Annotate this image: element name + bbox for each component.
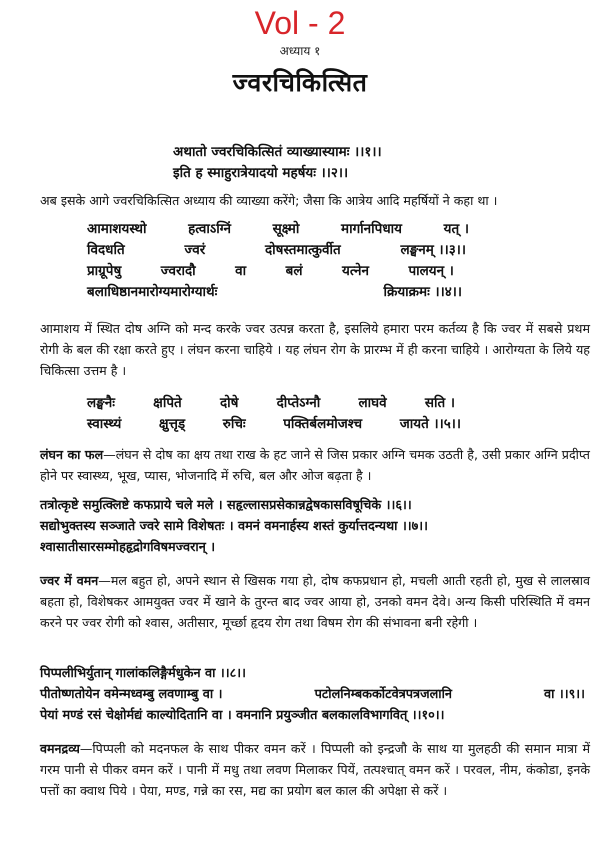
- verse-line: [87, 219, 469, 240]
- verse-word: यत्नेन: [342, 263, 369, 279]
- verse-word: बलाधिष्ठानमारोग्यमारोग्यार्थः: [87, 284, 218, 300]
- verse-segment: वा ।।९।।: [544, 687, 585, 702]
- commentary-paragraph: [40, 318, 590, 381]
- verse-line: [40, 684, 585, 705]
- commentary-paragraph: [40, 570, 590, 633]
- verse-line: [87, 393, 455, 414]
- commentary-text: —पिप्पली को मदनफल के साथ पीकर वमन करें । पिप्पली को इन्द्रजौ के साथ या मुलहठी की समान मात्रा में गरम पानी से पीकर वमन करें । पानी में मधु तथा लवण मिलाकर पियें, तत्पश्चात् वमन करें । परवल, नीम, कंकोडा, इनके पत्तों का क्वाथ पिये । पेया, मण्ड, गन्ने का रस, मद्य का प्रयोग बल काल की अपेक्षा से करें ।: [40, 741, 590, 798]
- verse-word: दोषस्तमात्कुर्वीत: [265, 242, 341, 258]
- verse-line: [87, 261, 454, 282]
- verse-word: यत् ।: [443, 221, 469, 237]
- verse-line: इति ह स्माहुरात्रेयादयो महर्षयः ।।२।।: [173, 165, 349, 181]
- verse-word: हत्वाऽग्निं: [188, 221, 231, 237]
- verse-word: सति ।: [424, 395, 455, 411]
- commentary-paragraph: [40, 190, 590, 211]
- volume-label: Vol - 2: [254, 5, 346, 41]
- commentary-text: —मल बहुत हो, अपने स्थान से खिसक गया हो, दोष कफप्रधान हो, मचली आती रहती हो, मुख से लालस्राव बहता हो, विशेषकर आमयुक्त ज्वर में खाने के तुरन्त बाद ज्वर आया हो, उनको वमन देवे। अन्य किसी परिस्थिति में वमन करने पर ज्वर रोगी को श्वास, अतीसार, मूर्च्छा हृदय रोग तथा विषम रोग की संभावना बनी रहेगी ।: [40, 573, 590, 630]
- verse-word: वा: [235, 263, 247, 279]
- verse-word: पालयन् ।: [408, 263, 454, 279]
- verse-word: आमाशयस्थो: [87, 221, 147, 237]
- commentary-heading: वमनद्रव्य: [40, 741, 80, 756]
- verse-line: अथातो ज्वरचिकित्सितं व्याख्यास्यामः ।।१।।: [173, 144, 382, 160]
- verse-line: पेयां मण्डं रसं चेक्षोर्मद्यं काल्योदितानि वा । वमनानि प्रयुञ्जीत बलकालविभागवित् ।।१०।।: [40, 708, 445, 723]
- verse-word: क्षपिते: [153, 395, 182, 411]
- verse-word: ज्वरं: [184, 242, 206, 258]
- commentary-paragraph: [40, 444, 590, 486]
- verse-word: लाघवे: [358, 395, 387, 411]
- verse-word: रुचिः: [222, 416, 246, 432]
- verse-word: क्रियाक्रमः ।।४।।: [383, 284, 462, 300]
- commentary-text: —लंघन से दोष का क्षय तथा राख के हट जाने से जिस प्रकार अग्नि चमक उठती है, उसी प्रकार अग्नि प्रदीप्त होने पर स्वास्थ्य, भूख, प्यास, भोजनादि में रुचि, बल और ओज बढ़ता है ।: [40, 447, 590, 483]
- verse-line: पिप्पलीभिर्युतान् गालांकलिङ्गैर्मधुकेन वा ।।८।।: [40, 666, 246, 681]
- commentary-paragraph: [40, 738, 590, 801]
- verse-line: श्वासातीसारसम्मोहहृद्रोगविषमज्वरान् ।: [40, 540, 216, 555]
- verse-word: सूक्ष्मो: [272, 221, 300, 237]
- verse-word: प्राग्रूपेषु: [87, 263, 122, 279]
- verse-8-10: [40, 663, 590, 726]
- chapter-number: अध्याय १: [279, 44, 321, 58]
- verse-word: मार्गानपिधाय: [341, 221, 402, 237]
- verse-word: क्षुत्तृड्: [158, 416, 186, 432]
- commentary-text: आमाशय में स्थित दोष अग्नि को मन्द करके ज्वर उत्पन्न करता है, इसलिये हमारा परम कर्तव्य है कि ज्वर में सबसे प्रथम रोगी के बल की रक्षा करते हुए । लंघन करना चाहिये । यह लंघन रोग के प्रारम्भ में ही करना चाहिये । आरोग्यता के लिये यह चिकित्सा उत्तम है ।: [40, 321, 590, 378]
- verse-6-7: [40, 495, 590, 558]
- verse-5: [87, 393, 487, 435]
- chapter-title: ज्वरचिकित्सित: [232, 68, 368, 97]
- verse-line: [87, 282, 462, 303]
- verse-word: पक्तिर्बलमोजश्च: [283, 416, 363, 432]
- verse-word: दीप्तेऽग्नौ: [276, 395, 321, 411]
- verse-word: लङ्घनम् ।।३।।: [400, 242, 466, 258]
- verse-line: सद्योभुक्तस्य सञ्जाते ज्वरे सामे विशेषतः । वमनं वमनार्हस्य शस्तं कुर्यात्तदन्यथा ।।७।।: [40, 519, 428, 534]
- commentary-heading: लंघन का फल: [40, 447, 104, 462]
- verse-word: दोषे: [219, 395, 239, 411]
- commentary-heading: ज्वर में वमन: [40, 573, 99, 588]
- verse-word: जायते ।।५।।: [399, 416, 461, 432]
- verse-line: [87, 414, 461, 435]
- verse-word: ज्वरादौ: [160, 263, 196, 279]
- commentary-text: अब इसके आगे ज्वरचिकित्सित अध्याय की व्याख्या करेंगे; जैसा कि आत्रेय आदि महर्षियों ने कहा था ।: [40, 193, 498, 208]
- verse-segment: पीतोष्णतोयेन वमेन्मध्वम्बु लवणाम्बु वा ।: [40, 687, 223, 702]
- verse-line: [87, 240, 466, 261]
- verse-3-4: [87, 219, 557, 303]
- verse-segment: पटोलनिम्बकर्कोटवेत्रपत्रजलानि: [314, 687, 452, 702]
- verse-line: तत्रोत्कृष्टे समुत्क्लिष्टे कफप्राये चले मले । सहृल्लासप्रसेकान्नद्वेषकासविषूचिके ।।६।।: [40, 498, 412, 513]
- verse-word: स्वास्थ्यं: [87, 416, 122, 432]
- verse-word: विदधति: [87, 242, 125, 258]
- verse-word: लङ्घनैः: [87, 395, 115, 411]
- verse-1-2: [173, 142, 473, 184]
- verse-word: बलं: [285, 263, 303, 279]
